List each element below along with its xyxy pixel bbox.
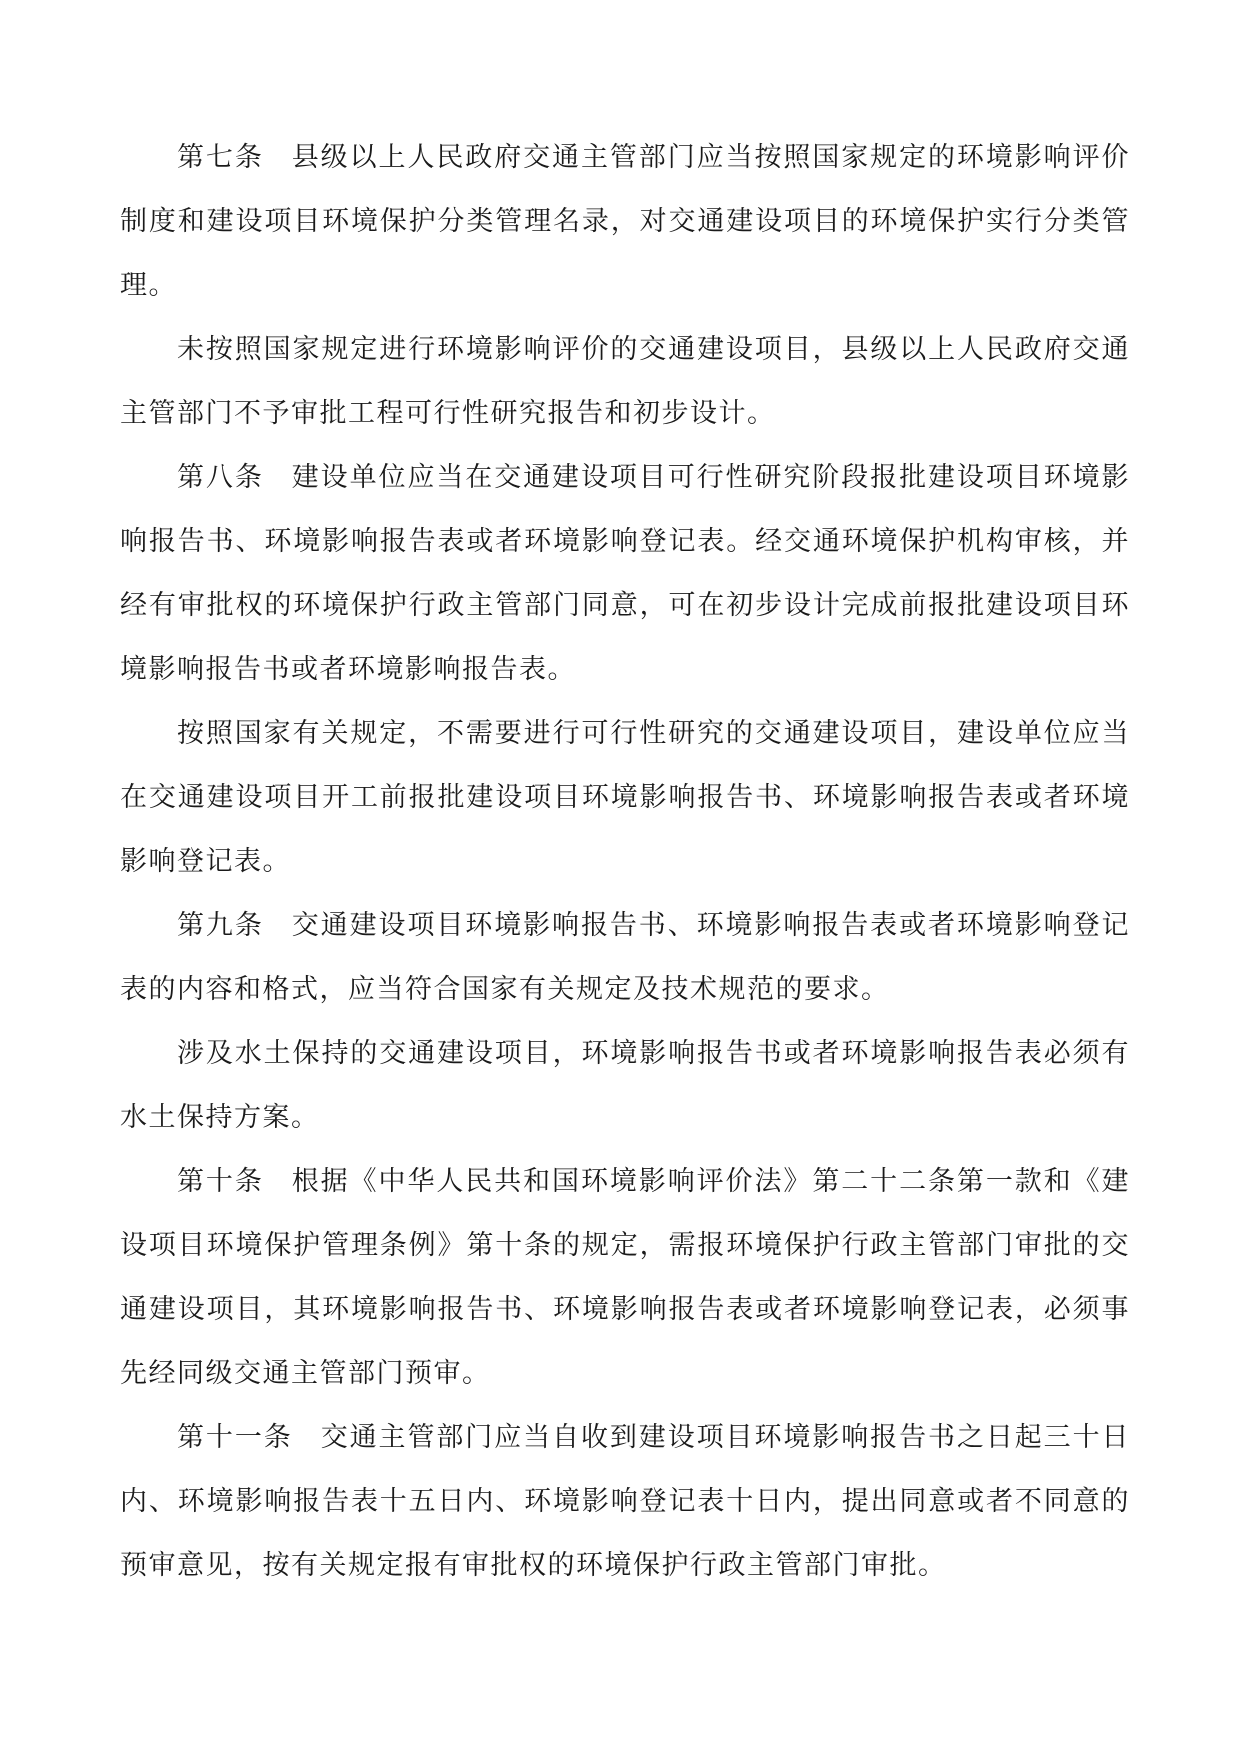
regulation-body bbox=[120, 126, 1130, 1598]
paragraph-text: 建设单位应当在交通建设项目可行性研究阶段报批建设项目环境影响报告书、环境影响报告表或者环境影响登记表。经交通环境保护机构审核，并经有审批权的环境保护行政主管部门同意，可在初步设计完成前报批建设项目环境影响报告书或者环境影响报告表。 bbox=[120, 462, 1131, 685]
paragraph-text: 涉及水土保持的交通建设项目，环境影响报告书或者环境影响报告表必须有水土保持方案。 bbox=[120, 1038, 1130, 1133]
paragraph-article-8-clause-2 bbox=[120, 702, 1130, 894]
paragraph-article-9-clause-2 bbox=[120, 1022, 1130, 1150]
paragraph-text: 根据《中华人民共和国环境影响评价法》第二十二条第一款和《建设项目环境保护管理条例》第十条的规定，需报环境保护行政主管部门审批的交通建设项目，其环境影响报告书、环境影响报告表或者环境影响登记表，必须事先经同级交通主管部门预审。 bbox=[120, 1166, 1131, 1389]
article-number: 第十一条 bbox=[177, 1422, 293, 1453]
paragraph-text: 交通建设项目环境影响报告书、环境影响报告表或者环境影响登记表的内容和格式，应当符合国家有关规定及技术规范的要求。 bbox=[120, 910, 1131, 1005]
paragraph-article-7-clause-2 bbox=[120, 318, 1130, 446]
article-number: 第十条 bbox=[177, 1166, 264, 1197]
paragraph-article-11 bbox=[120, 1406, 1130, 1598]
paragraph-text: 未按照国家规定进行环境影响评价的交通建设项目，县级以上人民政府交通主管部门不予审批工程可行性研究报告和初步设计。 bbox=[120, 334, 1130, 429]
paragraph-text: 按照国家有关规定，不需要进行可行性研究的交通建设项目，建设单位应当在交通建设项目开工前报批建设项目环境影响报告书、环境影响报告表或者环境影响登记表。 bbox=[120, 718, 1130, 877]
paragraph-article-7 bbox=[120, 126, 1130, 318]
paragraph-article-8 bbox=[120, 446, 1130, 702]
article-number: 第九条 bbox=[177, 910, 264, 941]
paragraph-article-10 bbox=[120, 1150, 1130, 1406]
paragraph-text: 县级以上人民政府交通主管部门应当按照国家规定的环境影响评价制度和建设项目环境保护分类管理名录，对交通建设项目的环境保护实行分类管理。 bbox=[120, 142, 1131, 301]
paragraph-article-9 bbox=[120, 894, 1130, 1022]
paragraph-text: 交通主管部门应当自收到建设项目环境影响报告书之日起三十日内、环境影响报告表十五日内、环境影响登记表十日内，提出同意或者不同意的预审意见，按有关规定报有审批权的环境保护行政主管部门审批。 bbox=[120, 1422, 1131, 1581]
article-number: 第八条 bbox=[177, 462, 264, 493]
article-number: 第七条 bbox=[177, 142, 264, 173]
